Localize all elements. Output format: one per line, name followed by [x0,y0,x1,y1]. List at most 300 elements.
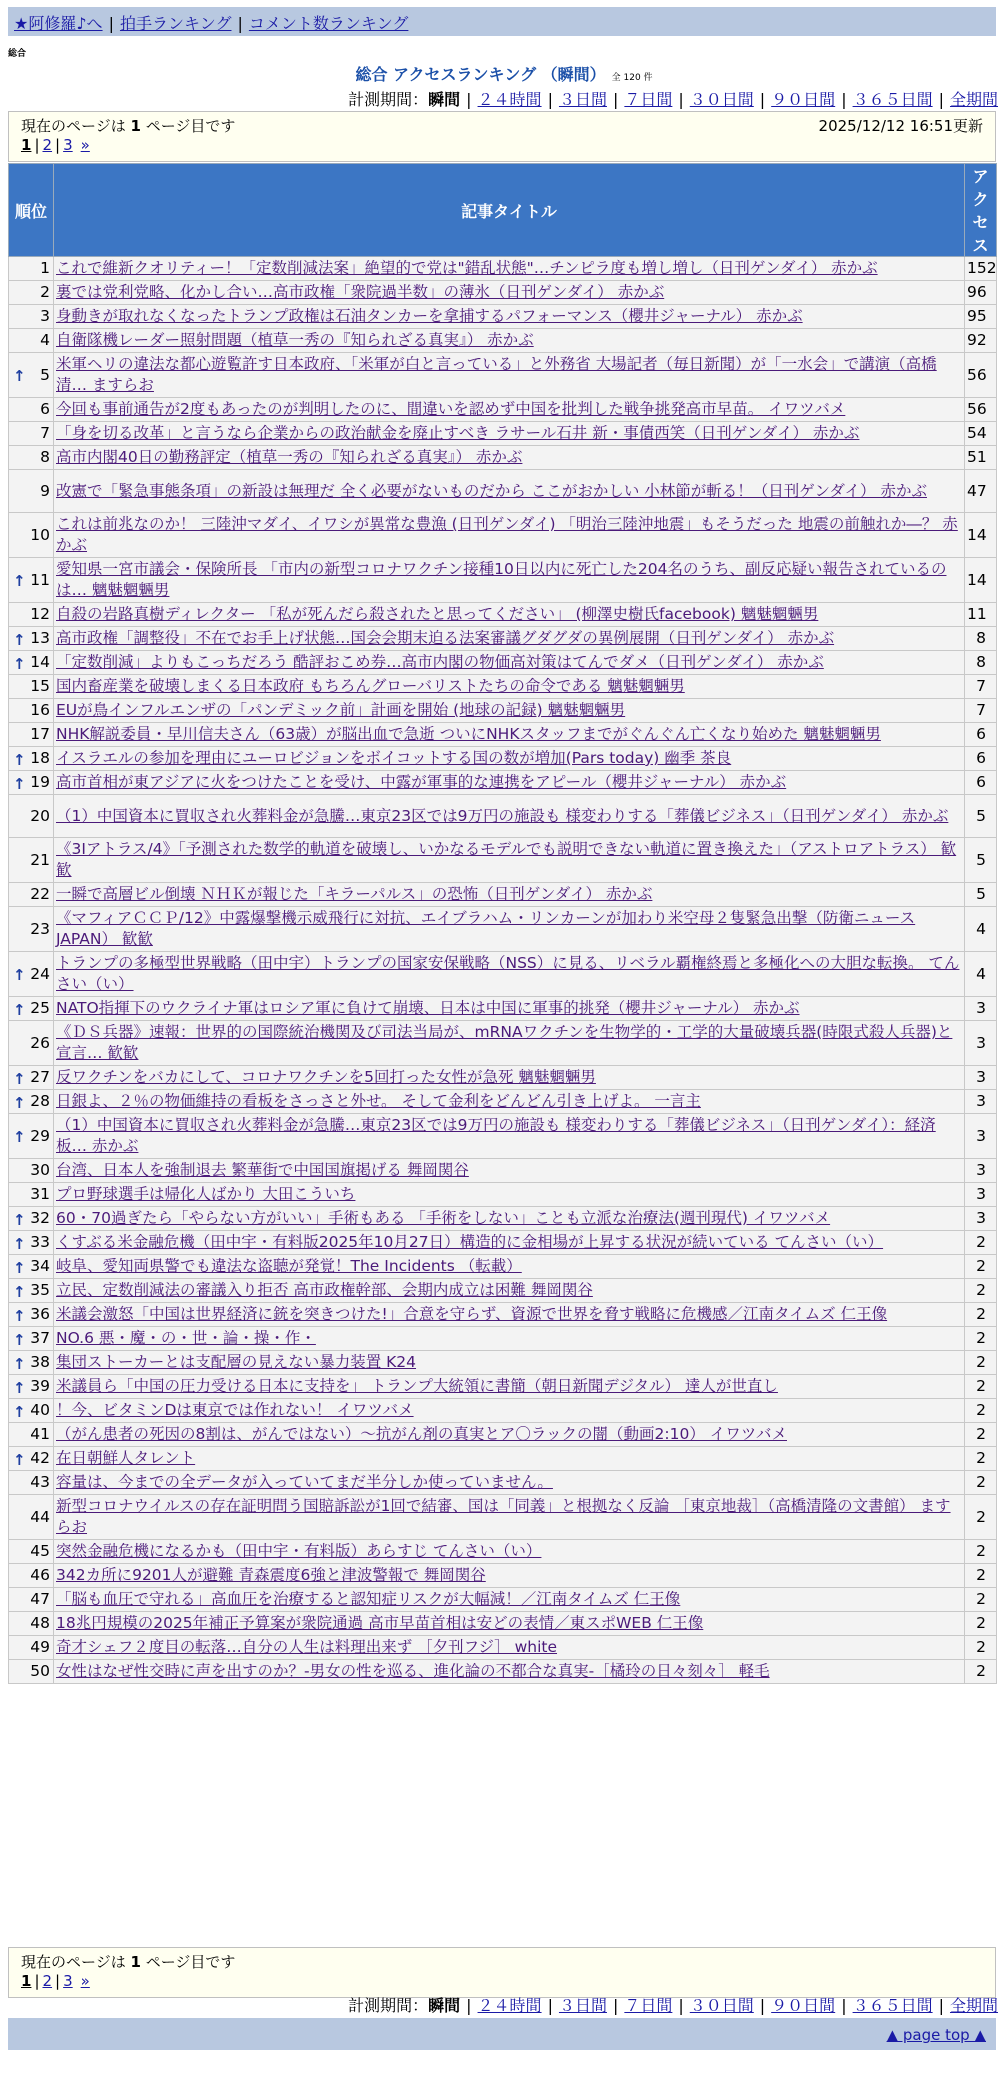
rank-number: 45 [30,1542,50,1560]
title-cell [54,1090,965,1114]
table-row [9,1399,997,1423]
rank-cell [9,1660,54,1684]
pager-next-link[interactable]: » [80,1972,90,1990]
rank-cell [9,1327,54,1351]
rank-cell [9,699,54,723]
rank-number: 36 [30,1305,50,1323]
rank-cell [9,1021,54,1066]
period-separator: | [841,1996,847,2015]
title-cell [54,747,965,771]
rank-cell [9,771,54,795]
article-title-link[interactable]: （1）中国資本に買収され火葬料金が急騰…東京23区では9万円の施設も 様変わりする「葬儀ビジネス」（日刊ゲンダイ）：経済板… 赤かぶ [56,1116,936,1155]
article-title-link[interactable]: 「身を切る改革」と言うなら企業からの政治献金を廃止すべき ラサール石井 新・事債西笑（日刊ゲンダイ） 赤かぶ [56,424,860,442]
pager-separator: | [55,136,61,154]
title-cell [54,446,965,470]
title-cell [54,470,965,513]
pager-page-link[interactable]: 2 [42,136,53,154]
rank-cell [9,675,54,699]
rank-cell [9,997,54,1021]
rank-number: 33 [30,1233,50,1251]
table-row [9,747,997,771]
title-cell [54,558,965,603]
title-cell [54,1159,965,1183]
rank-number: 49 [30,1638,50,1656]
title-cell [54,1495,965,1540]
top-nav-bar [8,7,996,36]
article-title-link[interactable]: 342カ所に9201人が避難 青森震度6強と津波警報で 舞岡関谷 [56,1566,486,1584]
period-link[interactable]: ３０日間 [689,90,754,109]
rank-cell [9,1375,54,1399]
access-count: 3 [965,1021,997,1066]
rank-number: 19 [30,773,50,791]
table-row [9,446,997,470]
period-link[interactable]: ７日間 [624,1996,673,2015]
rank-number: 13 [30,629,50,647]
period-link[interactable]: ３０日間 [689,1996,754,2015]
column-header-title: 記事タイトル [54,164,965,257]
rank-cell [9,446,54,470]
period-separator: | [938,90,944,109]
period-separator: | [466,1996,472,2015]
rank-number: 7 [40,424,50,442]
rank-number: 27 [30,1068,50,1086]
rank-cell [9,627,54,651]
table-row [9,651,997,675]
rank-number: 11 [30,570,50,589]
article-title-link[interactable]: EUが鳥インフルエンザの「パンデミック前」計画を開始 (地球の記録) 魑魅魍魎男 [56,701,626,719]
rank-number: 2 [40,283,50,301]
rank-number: 25 [30,999,50,1017]
rank-up-arrow-icon: ↑ [13,1378,26,1397]
access-count: 6 [965,723,997,747]
access-count: 92 [965,329,997,353]
period-separator: | [547,1996,553,2015]
rank-number: 41 [30,1425,50,1443]
period-separator: | [466,90,472,109]
rank-number: 24 [30,964,50,983]
footer-bar [8,2018,996,2050]
article-title-link[interactable]: 女性はなぜ性交時に声を出すのか？-男女の性を巡る、進化論の不都合な真実-［橘玲の日々刻々］ 軽毛 [56,1662,770,1680]
article-title-link[interactable]: プロ野球選手は帰化人ばかり 大田こういち [56,1185,356,1203]
pager-next-link[interactable]: » [80,136,90,154]
access-count: 3 [965,1159,997,1183]
article-title-link[interactable]: 「定数削減」よりもこっちだろう 酷評おこめ券…高市内閣の物価高対策はてんでダメ（日刊ゲンダイ） 赤かぶ [56,653,824,671]
period-label: 計測期間： [348,90,429,109]
table-row [9,1279,997,1303]
title-cell [54,627,965,651]
title-cell [54,1303,965,1327]
rank-number: 26 [30,1033,50,1052]
title-cell [54,1279,965,1303]
period-separator: | [841,90,847,109]
access-count: 6 [965,747,997,771]
article-title-link[interactable]: イスラエルの参加を理由にユーロビジョンをボイコットする国の数が増加(Pars today) 幽季 茶良 [56,749,732,767]
article-title-link[interactable]: トランプの多極型世界戦略（田中宇）トランプの国家安保戦略（NSS）に見る、リベラル覇権終焉と多極化への大胆な転換。 てんさい（い） [56,954,960,993]
title-cell [54,1564,965,1588]
pager-page-link[interactable]: 3 [63,1972,73,1990]
pager-suffix: ページ目です [140,117,236,135]
article-title-link[interactable]: 高市政権「調整役」不在でお手上げ状態…国会会期末迫る法案審議グダグダの異例展開（日刊ゲンダイ） 赤かぶ [56,629,835,647]
article-title-link[interactable]: NATO指揮下のウクライナ軍はロシア軍に負けて崩壊、日本は中国に軍事的挑発（櫻井ジャーナル） 赤かぶ [56,999,800,1017]
rank-up-arrow-icon: ↑ [13,630,26,649]
rank-number: 47 [30,1590,50,1608]
title-cell [54,1231,965,1255]
pager-prefix: 現在のページは [21,1953,131,1971]
article-title-link[interactable]: これで維新クオリティー！「定数削減法案」絶望的で党は"錯乱状態"…チンピラ度も増し増し（日刊ゲンダイ） 赤かぶ [56,259,878,277]
title-cell [54,907,965,952]
article-title-link[interactable]: 《ＤＳ兵器》速報：世界的の国際統治機関及び司法当局が、mRNAワクチンを生物学的・工学的大量破壊兵器(時限式殺人兵器)と宣言… 歓歓 [56,1023,953,1062]
rank-number: 35 [30,1281,50,1299]
article-title-link[interactable]: 裏では党利党略、化かし合い…高市政権「衆院過半数」の薄氷（日刊ゲンダイ） 赤かぶ [56,283,665,301]
page-top-link[interactable]: ▲ page top ▲ [886,2026,986,2044]
pager-separator: | [55,1972,61,1990]
rank-cell [9,952,54,997]
period-label: 計測期間： [348,1996,429,2015]
pager-current-number: 1 [130,117,141,135]
article-title-link[interactable]: 反ワクチンをバカにして、コロナワクチンを5回打った女性が急死 魑魅魍魎男 [56,1068,596,1086]
rank-number: 14 [30,653,50,671]
title-cell [54,603,965,627]
table-row [9,513,997,558]
period-separator: | [612,90,619,109]
pager-current-page: 1 [21,1972,32,1990]
access-count: 2 [965,1375,997,1399]
article-title-link[interactable]: 《3Iアトラス/4》「予測された数学的軌道を破壊し、いかなるモデルでも説明できない軌道に置き換えた」（アストロアトラス） 歓歓 [56,840,957,879]
rank-up-arrow-icon: ↑ [13,966,26,984]
title-cell [54,1636,965,1660]
period-link[interactable]: ２４時間 [477,1996,542,2015]
access-count: 3 [965,1183,997,1207]
article-title-link[interactable]: 自殺の岩路真樹ディレクター 「私が死んだら殺されたと思ってください」 (柳澤史樹氏facebook) 魑魅魍魎男 [56,605,819,623]
article-title-link[interactable]: 今回も事前通告が2度もあったのが判明したのに、間違いを認めず中国を批判した戦争挑発高市早苗。 イワツバメ [56,400,846,418]
rank-cell [9,1399,54,1423]
rank-cell [9,1066,54,1090]
rank-up-arrow-icon: ↑ [13,1000,26,1019]
rank-cell [9,281,54,305]
rank-up-arrow-icon: ↑ [13,1282,26,1301]
access-count: 11 [965,603,997,627]
rank-number: 38 [30,1353,50,1371]
nav-applause-ranking-link[interactable]: 拍手ランキング [119,14,232,33]
table-row [9,997,997,1021]
article-title-link[interactable]: 在日朝鮮人タレント [56,1449,196,1467]
rank-number: 10 [30,525,50,544]
table-row [9,603,997,627]
article-title-link[interactable]: 岐阜、愛知両県警でも違法な盗聴が発覚！The Incidents （転載） [56,1257,522,1275]
access-count: 8 [965,627,997,651]
rank-number: 8 [40,448,50,466]
rank-number: 20 [30,806,50,825]
total-count: 全 120 件 [611,73,653,83]
title-cell [54,883,965,907]
table-row [9,1447,997,1471]
rank-cell [9,1183,54,1207]
article-title-link[interactable]: 立民、定数削減法の審議入り拒否 高市政権幹部、会期内成立は困難 舞岡関谷 [56,1281,593,1299]
title-cell [54,281,965,305]
rank-number: 17 [30,725,50,743]
table-row [9,257,997,281]
table-row [9,353,997,398]
table-row [9,329,997,353]
table-row [9,558,997,603]
rank-cell [9,257,54,281]
rank-number: 28 [30,1092,50,1110]
table-row [9,1564,997,1588]
period-link[interactable]: ９０日間 [771,90,836,109]
rank-cell [9,1447,54,1471]
rank-number: 42 [30,1449,50,1467]
access-count: 2 [965,1423,997,1447]
access-count: 2 [965,1351,997,1375]
rank-cell [9,1207,54,1231]
rank-number: 50 [30,1662,50,1680]
table-row [9,1183,997,1207]
article-title-link[interactable]: 米軍ヘリの違法な都心遊覧許す日本政府、「米軍が白と言っている」と外務省 大場記者（毎日新聞）が「一水会」で講演（高橋清… ますらお [56,355,937,394]
rank-number: 30 [30,1161,50,1179]
article-title-link[interactable]: NHK解説委員・早川信夫さん（63歳）が脳出血で急逝 ついにNHKスタッフまでがぐんぐん亡くなり始めた 魑魅魍魎男 [56,725,881,743]
pager-top [8,111,996,162]
access-count: 2 [965,1588,997,1612]
article-title-link[interactable]: 台湾、日本人を強制退去 繁華街で中国国旗掲げる 舞岡関谷 [56,1161,469,1179]
access-count: 95 [965,305,997,329]
period-link[interactable]: ３６５日間 [852,1996,933,2015]
rank-number: 29 [30,1126,50,1145]
column-header-access: アクセス [965,164,997,257]
title-cell [54,305,965,329]
article-title-link[interactable]: 60・70過ぎたら「やらない方がいい」手術もある 「手術をしない」ことも立派な治療法(週刊現代) イワツバメ [56,1209,831,1227]
title-cell [54,1183,965,1207]
rank-up-arrow-icon: ↑ [13,1234,26,1253]
access-count: 14 [965,558,997,603]
table-row [9,771,997,795]
page-heading [0,62,1008,85]
table-row [9,1375,997,1399]
title-cell [54,398,965,422]
article-title-link[interactable]: 高市首相が東アジアに火をつけたことを受け、中露が軍事的な連携をアピール（櫻井ジャーナル） 赤かぶ [56,773,787,791]
period-link[interactable]: ９０日間 [771,1996,836,2015]
pager-suffix: ページ目です [140,1953,236,1971]
table-row [9,1423,997,1447]
access-count: 4 [965,952,997,997]
table-row [9,1159,997,1183]
access-count: 47 [965,470,997,513]
table-row [9,1021,997,1066]
title-cell [54,257,965,281]
article-title-link[interactable]: 国内畜産業を破壊しまくる日本政府 もちろんグローバリストたちの命令である 魑魅魍魎男 [56,677,685,695]
rank-up-arrow-icon: ↑ [13,1354,26,1373]
rank-up-arrow-icon: ↑ [13,1258,26,1277]
period-separator: | [678,1996,684,2015]
period-link[interactable]: ３日間 [558,90,607,109]
article-title-link[interactable]: 改憲で「緊急事態条項」の新設は無理だ 全く必要がないものだから ここがおかしい 小林節が斬る！（日刊ゲンダイ） 赤かぶ [56,481,927,500]
rank-cell [9,723,54,747]
access-count: 3 [965,1207,997,1231]
title-cell [54,795,965,838]
rank-cell [9,1159,54,1183]
article-title-link[interactable]: 愛知県一宮市議会・保険所長 「市内の新型コロナワクチン接種10日以内に死亡した204名のうち、副反応疑い報告されているのは… 魑魅魍魎男 [56,560,947,599]
article-title-link[interactable]: 自衛隊機レーダー照射問題（植草一秀の『知られざる真実』） 赤かぶ [56,331,534,349]
rank-cell [9,838,54,883]
ranking-table [8,163,997,1684]
article-title-link[interactable]: 一瞬で高層ビル倒壊 ＮＨＫが報じた「キラーパルス」の恐怖（日刊ゲンダイ） 赤かぶ [56,885,653,903]
access-count: 2 [965,1303,997,1327]
pager-page-link[interactable]: 2 [42,1972,53,1990]
period-link[interactable]: ３日間 [558,1996,607,2015]
period-separator: | [547,90,553,109]
table-row [9,1660,997,1684]
table-row [9,305,997,329]
rank-number: 3 [40,307,50,325]
title-cell [54,771,965,795]
rank-number: 31 [30,1185,50,1203]
article-title-link[interactable]: 米議会激怒「中国は世界経済に銃を突きつけた!」合意を守らず、資源で世界を脅す戦略に危機感／江南タイムズ 仁王像 [56,1305,888,1323]
period-current: 瞬間 [428,90,461,109]
period-link[interactable]: ７日間 [624,90,673,109]
period-separator: | [759,90,766,109]
rank-number: 22 [30,885,50,903]
table-row [9,907,997,952]
access-count: 14 [965,513,997,558]
article-title-link[interactable]: 日銀よ、２％の物価維持の看板をさっさと外せ。 そして金利をどんどん引き上げよ。 一言主 [56,1092,701,1110]
nav-comment-ranking-link[interactable]: コメント数ランキング [248,14,409,33]
access-count: 7 [965,699,997,723]
access-count: 2 [965,1660,997,1684]
article-title-link[interactable]: 新型コロナウイルスの存在証明問う国賠訴訟が1回で結審、国は「同義」と根拠なく反論 ［東京地裁］（高橋清隆の文書館） ますらお [56,1497,951,1536]
rank-cell [9,1588,54,1612]
access-count: 8 [965,651,997,675]
period-separator: | [759,1996,766,2015]
rank-cell [9,1636,54,1660]
period-separator: | [612,1996,619,2015]
access-count: 51 [965,446,997,470]
pager-current-number: 1 [130,1953,141,1971]
access-count: 4 [965,907,997,952]
article-title-link[interactable]: 集団ストーカーとは支配層の見えない暴力装置 K24 [56,1353,417,1371]
period-link[interactable]: 全期間 [949,1996,998,2015]
title-cell [54,1471,965,1495]
rank-cell [9,1471,54,1495]
rank-number: 44 [30,1507,50,1526]
pager-links-row [21,136,983,158]
rank-cell [9,1612,54,1636]
title-cell [54,1255,965,1279]
column-header-rank: 順位 [9,164,54,257]
table-row [9,795,997,838]
rank-cell [9,1114,54,1159]
rank-cell [9,1540,54,1564]
nav-home-link[interactable]: ★阿修羅♪へ [14,14,103,33]
table-row [9,1066,997,1090]
article-title-link[interactable]: （1）中国資本に買収され火葬料金が急騰…東京23区では9万円の施設も 様変わりする「葬儀ビジネス」（日刊ゲンダイ） 赤かぶ [56,806,949,825]
title-cell [54,1399,965,1423]
title-cell [54,1327,965,1351]
rank-cell [9,1495,54,1540]
pager-current-page: 1 [21,136,32,154]
rank-number: 43 [30,1473,50,1491]
rank-number: 15 [30,677,50,695]
title-cell [54,353,965,398]
title-cell [54,1351,965,1375]
article-title-link[interactable]: 18兆円規模の2025年補正予算案が衆院通過 高市早苗首相は安どの表情／東スポWEB 仁王像 [56,1614,704,1632]
rank-up-arrow-icon: ↑ [13,367,26,385]
rank-cell [9,603,54,627]
rank-cell [9,513,54,558]
rank-cell [9,1564,54,1588]
table-row [9,1327,997,1351]
article-title-link[interactable]: 米議員ら「中国の圧力受ける日本に支持を」 トランプ大統領に書簡（朝日新聞デジタル） 達人が世直し [56,1377,778,1395]
article-title-link[interactable]: 高市内閣40日の勤務評定（植草一秀の『知られざる真実』） 赤かぶ [56,448,523,466]
article-title-link[interactable]: 身動きが取れなくなったトランプ政権は石油タンカーを拿捕するパフォーマンス（櫻井ジャーナル） 赤かぶ [56,307,803,325]
rank-cell [9,795,54,838]
rank-cell [9,1231,54,1255]
pager-separator: | [34,136,40,154]
access-count: 2 [965,1495,997,1540]
nav-separator: | [108,14,114,33]
title-cell [54,1447,965,1471]
period-current: 瞬間 [428,1996,461,2015]
article-title-link[interactable]: ！今、ビタミンDは東京では作れない！ イワツバメ [56,1401,414,1419]
article-title-link[interactable]: 「脳も血圧で守れる」高血圧を治療すると認知症リスクが大幅減！／江南タイムズ 仁王像 [56,1590,681,1608]
rank-number: 5 [40,365,50,384]
rank-cell [9,747,54,771]
table-row [9,1207,997,1231]
article-title-link[interactable]: （がん患者の死因の8割は、がんではない）～抗がん剤の真実とア〇ラックの闇（動画2:10） イワツバメ [56,1425,787,1443]
title-cell [54,952,965,997]
period-link[interactable]: ３６５日間 [852,90,933,109]
rank-cell [9,558,54,603]
article-title-link[interactable]: 《マフィアＣＣＰ/12》中露爆撃機示威飛行に対抗、エイブラハム・リンカーンが加わり米空母２隻緊急出撃（防衛ニュースJAPAN） 歓歓 [56,909,916,948]
rank-up-arrow-icon: ↑ [13,1128,26,1146]
rank-cell [9,907,54,952]
table-row [9,883,997,907]
rank-up-arrow-icon: ↑ [13,774,26,793]
pager-separator: | [34,1972,40,1990]
rank-up-arrow-icon: ↑ [13,1306,26,1325]
article-title-link[interactable]: これは前兆なのか！ 三陸沖マダイ、イワシが異常な豊漁 (日刊ゲンダイ) 「明治三陸沖地震」もそうだった 地震の前触れか―？ 赤かぶ [56,515,958,554]
period-selector-bottom [348,1993,998,2016]
title-cell [54,1207,965,1231]
article-title-link[interactable]: 奇才シェフ２度目の転落…自分の人生は料理出来ず ［夕刊フジ］ white [56,1638,558,1656]
access-count: 5 [965,838,997,883]
table-row [9,1351,997,1375]
ranking-table-body [9,257,997,1684]
article-title-link[interactable]: 容量は、今までの全データが入っていてまだ半分しか使っていません。 [56,1473,553,1491]
access-count: 3 [965,1090,997,1114]
rank-cell [9,651,54,675]
article-title-link[interactable]: 突然金融危機になるかも（田中宇・有料版）あらすじ てんさい（い） [56,1542,542,1560]
title-cell [54,723,965,747]
table-row [9,281,997,305]
access-count: 6 [965,771,997,795]
period-link[interactable]: ２４時間 [477,90,542,109]
table-row [9,1612,997,1636]
access-count: 2 [965,1255,997,1279]
article-title-link[interactable]: NO.6 悪・魔・の・世・論・操・作・ [56,1329,316,1347]
title-cell [54,1375,965,1399]
rank-number: 48 [30,1614,50,1632]
rank-cell [9,1090,54,1114]
access-count: 96 [965,281,997,305]
article-title-link[interactable]: くすぶる米金融危機（田中宇・有料版2025年10月27日）構造的に金相場が上昇する状況が続いている てんさい（い） [56,1233,884,1251]
pager-links-row [21,1972,983,1994]
period-link[interactable]: 全期間 [949,90,998,109]
title-cell [54,513,965,558]
table-row [9,398,997,422]
rank-number: 32 [30,1209,50,1227]
table-row [9,422,997,446]
table-row [9,838,997,883]
pager-page-link[interactable]: 3 [63,136,73,154]
